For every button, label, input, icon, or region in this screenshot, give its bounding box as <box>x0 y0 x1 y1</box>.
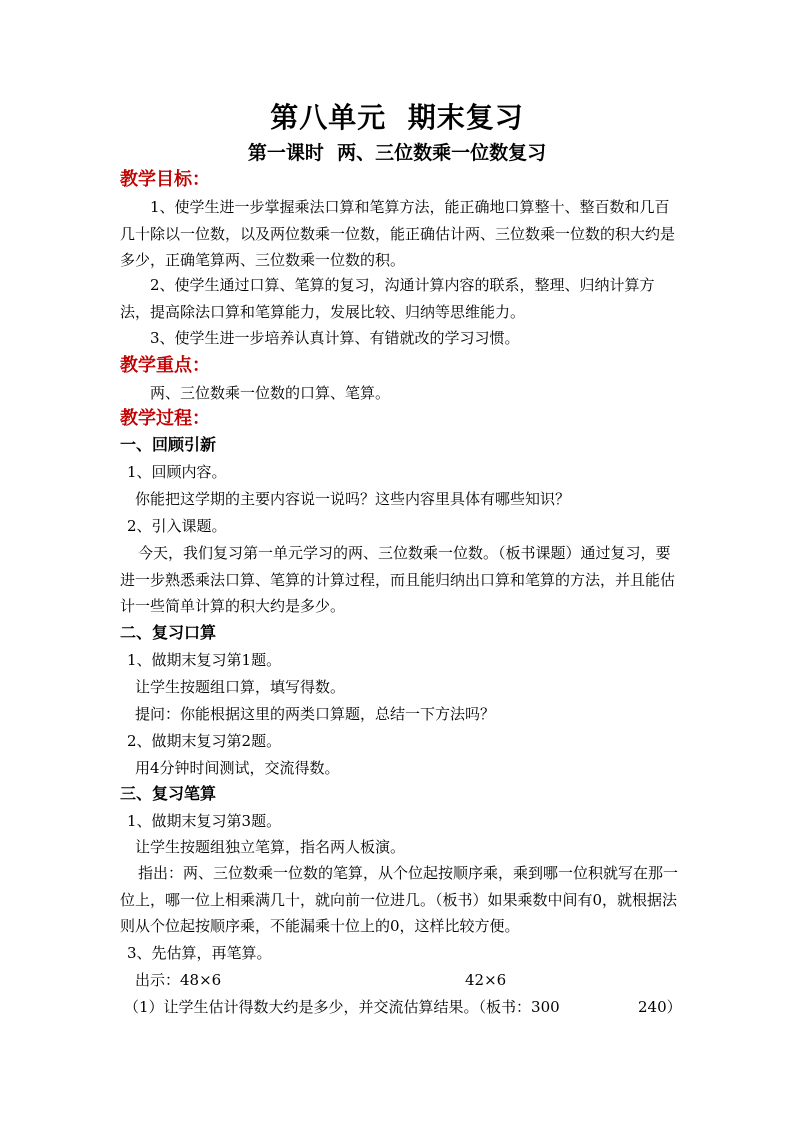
goal-1: 1、使学生进一步掌握乘法口算和笔算方法，能正确地口算整十、整百数和几百几十除以一位数，以及两位数乘一位数，能正确估计两、三位数乘一位数的积大约是多少，正确笔算两、三位数乘一位数的积。 <box>120 198 676 269</box>
part-3-line-4: 3、先估算，再笔算。 <box>127 944 272 962</box>
process-heading: 教学过程： <box>120 408 210 429</box>
part-1-line-4: 今天，我们复习第一单元学习的两、三位数乘一位数。（板书课题）通过复习，要进一步熟悉乘法口算、笔算的计算过程，而且能归纳出口算和笔算的方法，并且能估计一些简单计算的积大约是多少。 <box>120 544 676 615</box>
part-2-line-1: 1、做期末复习第1题。 <box>127 651 282 669</box>
part-2-heading: 二、复习口算 <box>120 623 217 642</box>
key-points-heading: 教学重点： <box>120 355 210 376</box>
goals-heading: 教学目标： <box>120 169 210 190</box>
part-1-heading: 一、回顾引新 <box>120 435 217 454</box>
lesson-subtitle: 第一课时 两、三位数乘一位数复习 <box>247 142 547 164</box>
document-title: 第八单元 期末复习 <box>270 101 524 134</box>
part-3-line-2: 让学生按题组独立笔算，指名两人板演。 <box>135 838 406 856</box>
part-3-line-6b: 240） <box>638 998 682 1016</box>
key-points-text: 两、三位数乘一位数的口算、笔算。 <box>150 384 391 402</box>
part-3-line-5b: 42×6 <box>465 971 507 989</box>
part-2-line-2: 让学生按题组口算，填写得数。 <box>135 678 346 696</box>
part-1-line-1: 1、回顾内容。 <box>127 463 227 481</box>
part-2-line-4: 2、做期末复习第2题。 <box>127 732 282 750</box>
part-3-line-3: 指出：两、三位数乘一位数的笔算，从个位起按顺序乘，乘到哪一位积就写在那一位上，哪一位上相乘满几十，就向前一位进几。（板书）如果乘数中间有0，就根据法则从个位起按顺序乘，不能漏乘十位上的0，这样比较方便。 <box>120 864 679 935</box>
part-2-line-3: 提问：你能根据这里的两类口算题，总结一下方法吗？ <box>135 705 496 723</box>
goal-2: 2、使学生通过口算、笔算的复习，沟通计算内容的联系，整理、归纳计算方法，提高除法口算和笔算能力，发展比较、归纳等思维能力。 <box>120 276 655 321</box>
part-1-line-3: 2、引入课题。 <box>127 517 227 535</box>
part-1-line-2: 你能把这学期的主要内容说一说吗？这些内容里具体有哪些知识？ <box>135 490 571 508</box>
part-2-line-5: 用4分钟时间测试，交流得数。 <box>135 759 340 777</box>
part-3-line-1: 1、做期末复习第3题。 <box>127 812 282 830</box>
part-3-line-5a: 出示：48×6 <box>135 971 222 989</box>
goal-3: 3、使学生进一步培养认真计算、有错就改的学习习惯。 <box>150 329 520 347</box>
part-3-heading: 三、复习笔算 <box>120 784 217 803</box>
part-3-line-6a: （1）让学生估计得数大约是多少，并交流估算结果。（板书：300 <box>124 998 560 1016</box>
